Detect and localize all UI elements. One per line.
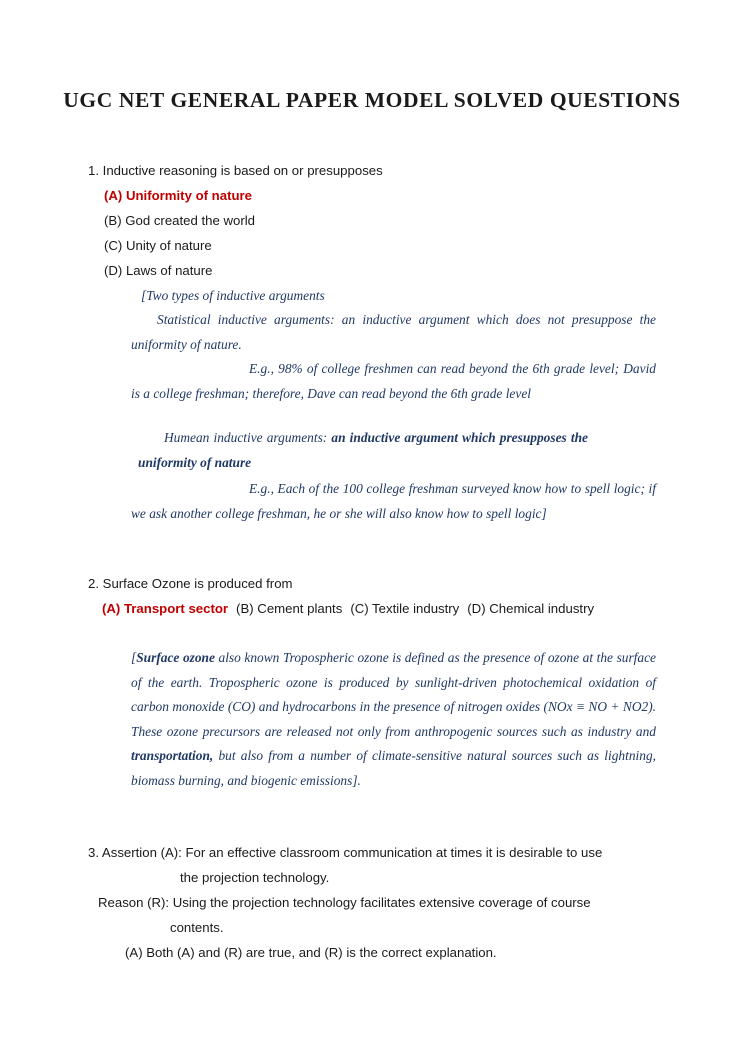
question-3-option-a[interactable]: (A) Both (A) and (R) are true, and (R) is the correct explanation. [125, 945, 497, 960]
question-1-stem: 1. Inductive reasoning is based on or presupposes [88, 163, 383, 178]
question-1 [88, 158, 688, 283]
question-3-assertion-line-2: the projection technology. [180, 870, 330, 885]
question-1-option-a[interactable]: (A) Uniformity of nature [104, 188, 252, 203]
question-2-option-c[interactable]: (C) Textile industry [350, 601, 460, 616]
explanation-rest-statistical: an inductive argument which does not presuppose the uniformity of nature. [131, 312, 656, 352]
question-3-assertion-line-1: 3. Assertion (A): For an effective classroom communication at times it is desirable to use [88, 845, 603, 860]
explanation-bold-surface-ozone: Surface ozone [136, 650, 215, 665]
explanation-lead-statistical: Statistical inductive arguments: [157, 312, 335, 327]
question-3-reason-line-1: Reason (R): Using the projection technology facilitates extensive coverage of course [98, 895, 591, 910]
page-title: UGC NET GENERAL PAPER MODEL SOLVED QUESTIONS [63, 88, 681, 112]
question-2-options-row [102, 596, 688, 621]
question-1-option-d[interactable]: (D) Laws of nature [104, 263, 213, 278]
question-2-stem: 2. Surface Ozone is produced from [88, 576, 293, 591]
question-2-explanation [131, 646, 656, 793]
explanation-bold-transportation: transportation, [131, 748, 214, 763]
explanation-open-bracket: [ [131, 650, 137, 665]
explanation-ozone-body-end: but also from a number of climate-sensitive natural sources such as lightning, biomass burning, and biogenic emissions]. [131, 748, 656, 788]
question-2-option-a[interactable]: (A) Transport sector [102, 601, 229, 616]
explanation-lead-humean: Humean inductive arguments: [164, 430, 332, 445]
question-2 [88, 571, 688, 621]
explanation-bold-humean: an inductive argument which presupposes the uniformity of nature [138, 430, 588, 470]
question-1-option-c[interactable]: (C) Unity of nature [104, 238, 212, 253]
question-1-explanation-line-1: [Two types of inductive arguments [141, 288, 325, 303]
question-2-option-d[interactable]: (D) Chemical industry [467, 601, 595, 616]
question-2-option-b[interactable]: (B) Cement plants [236, 601, 343, 616]
question-1-option-b[interactable]: (B) God created the world [104, 213, 255, 228]
question-1-explanation-paragraph-2 [138, 426, 588, 475]
question-1-explanation-example-2: E.g., Each of the 100 college freshman surveyed know how to spell logic; if we ask another college freshman, he or she will also know how to spell logic] [131, 481, 656, 521]
question-1-explanation-example-1: E.g., 98% of college freshmen can read beyond the 6th grade level; David is a college freshman; therefore, Dave can read beyond the 6th grade level [131, 361, 656, 401]
question-3-reason-line-2: contents. [170, 920, 224, 935]
question-1-explanation-paragraph-1 [131, 308, 656, 357]
question-3 [88, 840, 688, 965]
explanation-ozone-body: also known Tropospheric ozone is defined as the presence of ozone at the surface of the earth. Tropospheric ozone is produced by sunlight-driven photochemical oxidation of carbon monoxide (CO) and hydrocarbons in the presence of nitrogen oxides (NOx ≡ NO + NO2). These ozone precursors are released not only from anthropogenic sources such as industry and [131, 650, 656, 739]
